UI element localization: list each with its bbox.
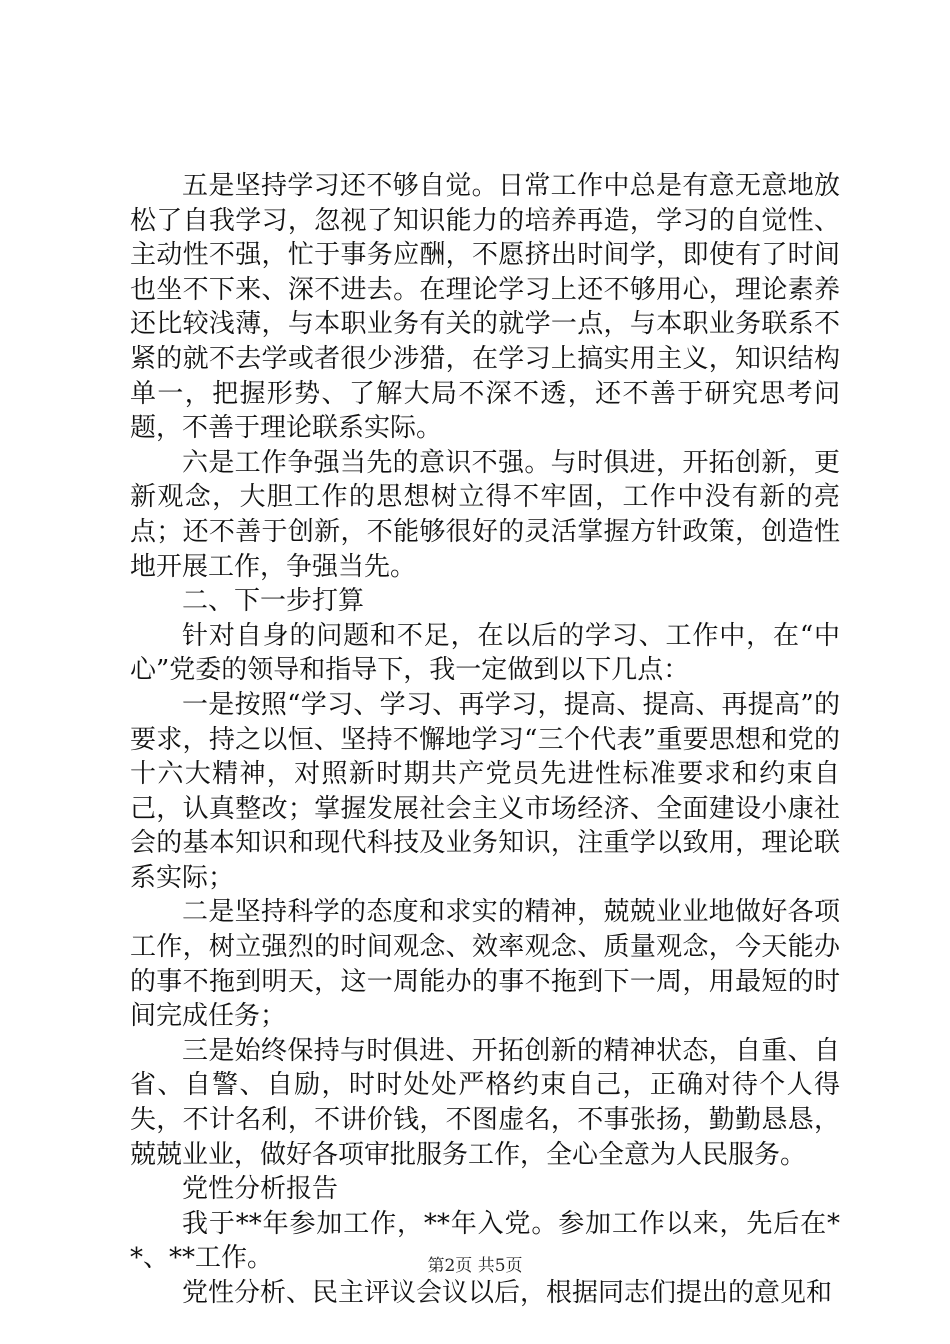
paragraph-intro-commitments: 针对自身的问题和不足，在以后的学习、工作中，在“中心”党委的领导和指导下，我一定做到以下几点： — [130, 620, 840, 686]
paragraph-work-history: 我于**年参加工作，**年入党。参加工作以来，先后在**、**工作。 — [130, 1208, 840, 1274]
paragraph-study-self-awareness: 五是坚持学习还不够自觉。日常工作中总是有意无意地放松了自我学习，忽视了知识能力的培养再造，学习的自觉性、主动性不强，忙于事务应酬，不愿挤出时间学，即使有了时间也坐不下来、深不进去。在理论学习上还不够用心，理论素养还比较浅薄，与本职业务有关的就学一点，与本职业务联系不紧的就不去学或者很少涉猎，在学习上搞实用主义，知识结构单一，把握形势、了解大局不深不透，还不善于研究思考问题，不善于理论联系实际。 — [130, 171, 840, 444]
document-body — [130, 169, 840, 1311]
section-heading-next-plan: 二、下一步打算 — [182, 586, 365, 617]
section-heading-party-analysis-report: 党性分析报告 — [182, 1174, 339, 1205]
paragraph-commitment-three: 三是始终保持与时俱进、开拓创新的精神状态，自重、自省、自警、自励，时时处处严格约束自己，正确对待个人得失，不计名利，不讲价钱，不图虚名，不事张扬，勤勤恳恳，兢兢业业，做好各项审批服务工作，全心全意为人民服务。 — [130, 1035, 840, 1170]
paragraph-commitment-one: 一是按照“学习、学习、再学习，提高、提高、再提高”的要求，持之以恒、坚持不懈地学习“三个代表”重要思想和党的十六大精神，对照新时期共产党员先进性标准要求和约束自己，认真整改；掌握发展社会主义市场经济、全面建设小康社会的基本知识和现代科技及业务知识，注重学以致用，理论联系实际； — [130, 689, 840, 893]
paragraph-after-meeting: 党性分析、民主评议会议以后，根据同志们提出的意见和 — [182, 1278, 833, 1308]
paragraph-competitive-awareness: 六是工作争强当先的意识不强。与时俱进，开拓创新，更新观念，大胆工作的思想树立得不牢固，工作中没有新的亮点；还不善于创新，不能够很好的灵活掌握方针政策，创造性地开展工作，争强当先。 — [130, 447, 840, 582]
page-number-footer: 第2页 共5页 — [427, 1256, 523, 1276]
paragraph-commitment-two: 二是坚持科学的态度和求实的精神，兢兢业业地做好各项工作，树立强烈的时间观念、效率观念、质量观念，今天能办的事不拖到明天，这一周能办的事不拖到下一周，用最短的时间完成任务； — [130, 897, 840, 1032]
